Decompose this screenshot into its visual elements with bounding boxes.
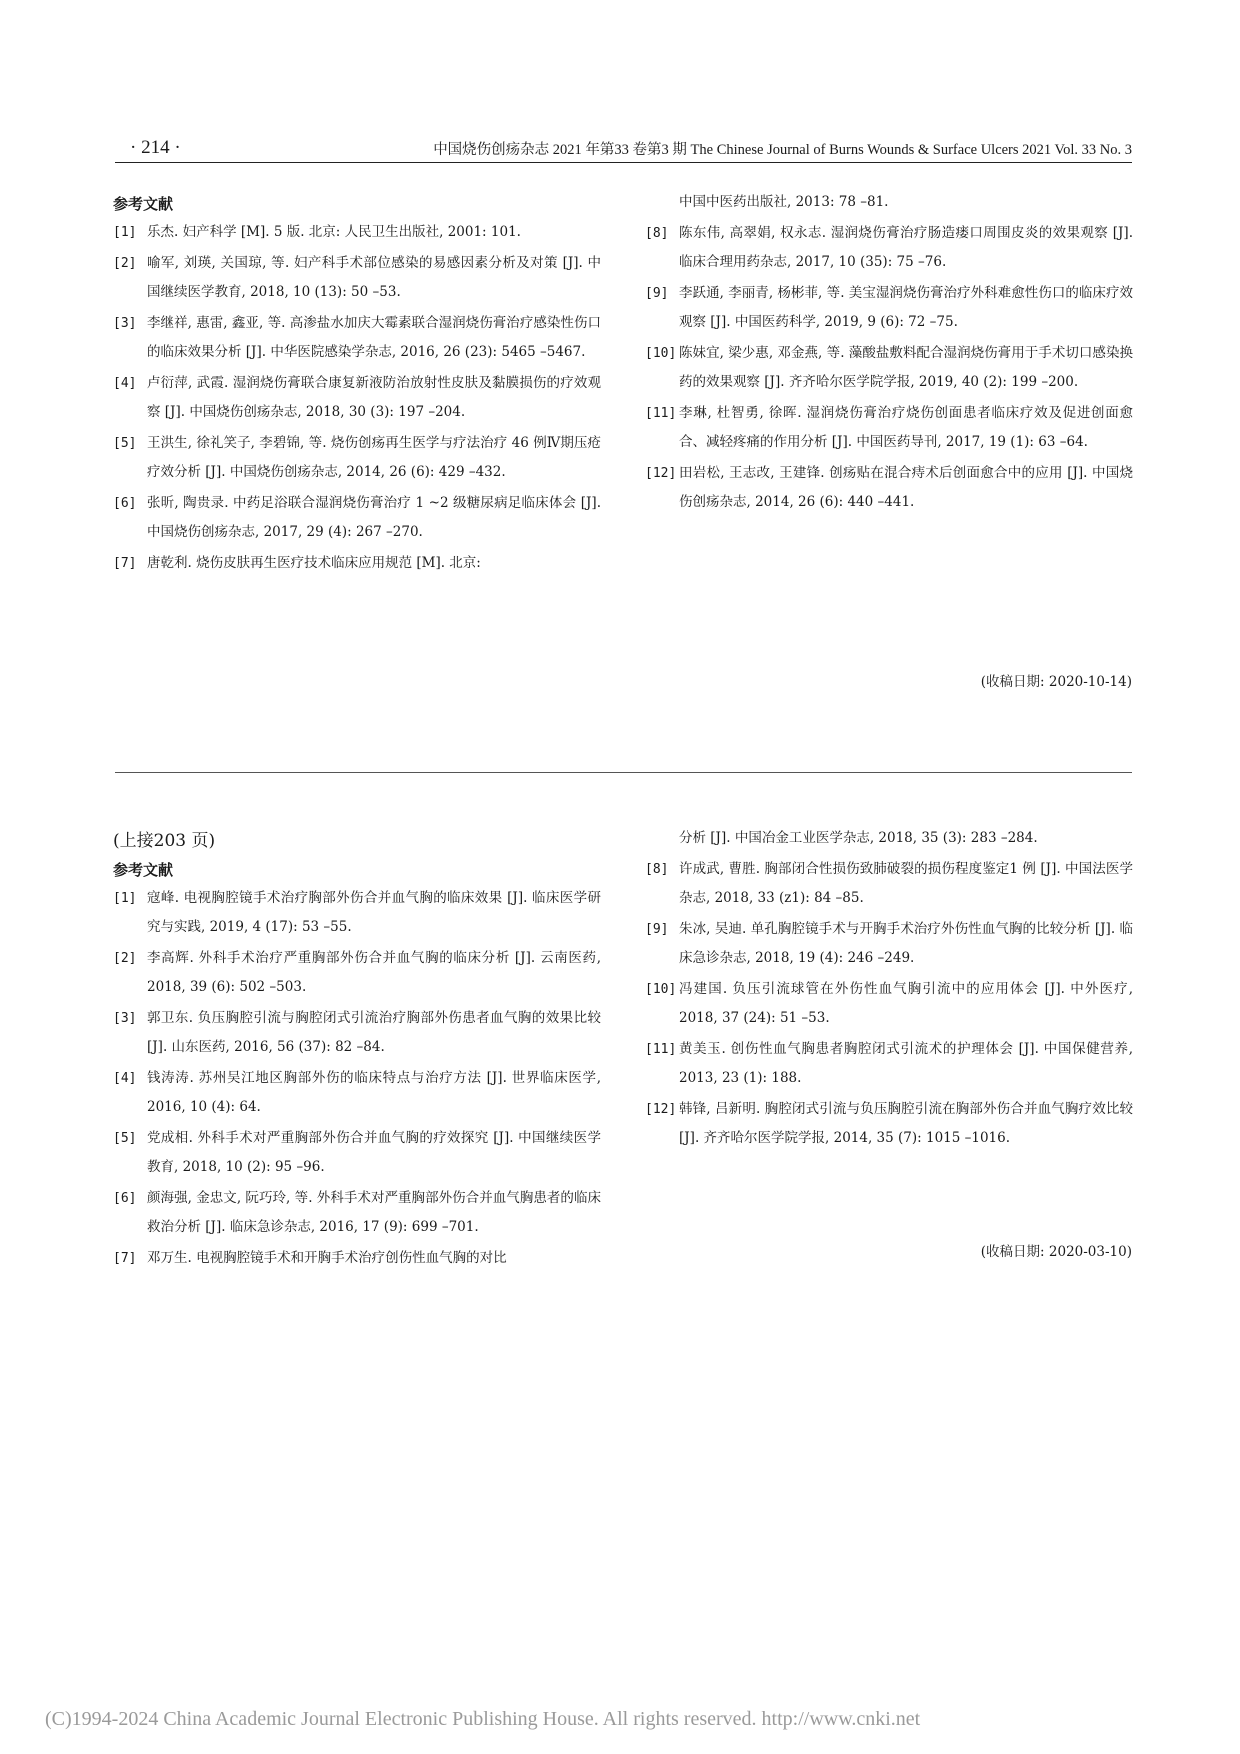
reference-text: 韩锋, 吕新明. 胸腔闭式引流与负压胸腔引流在胸部外伤合并血气胸疗效比较 [J]. 齐齐哈尔医学院学报, 2014, 35 (7): 1015 –1016. bbox=[679, 1101, 1133, 1146]
section1-right-column bbox=[645, 188, 1133, 519]
copyright-footer: (C)1994-2024 China Academic Journal Electronic Publishing House. All rights reserved. http://www.cnki.net bbox=[45, 1708, 921, 1730]
reference-text: 李跃通, 李丽青, 杨彬菲, 等. 美宝湿润烧伤膏治疗外科难愈性伤口的临床疗效观察 [J]. 中国医药科学, 2019, 9 (6): 72 –75. bbox=[679, 285, 1133, 330]
reference-number: [2] bbox=[113, 951, 137, 966]
reference-item bbox=[113, 1244, 601, 1273]
reference-text: 朱冰, 吴迪. 单孔胸腔镜手术与开胸手术治疗外伤性血气胸的比较分析 [J]. 临床急诊杂志, 2018, 19 (4): 246 –249. bbox=[679, 921, 1133, 966]
reference-number: [7] bbox=[113, 556, 137, 571]
reference-text: 钱涛涛. 苏州吴江地区胸部外伤的临床特点与治疗方法 [J]. 世界临床医学, 2016, 10 (4): 64. bbox=[147, 1070, 601, 1115]
reference-number: [3] bbox=[113, 1011, 137, 1026]
reference-text: 卢衍萍, 武霞. 湿润烧伤膏联合康复新液防治放射性皮肤及黏膜损伤的疗效观察 [J]. 中国烧伤创疡杂志, 2018, 30 (3): 197 –204. bbox=[147, 375, 601, 420]
reference-text: 喻军, 刘瑛, 关国琼, 等. 妇产科手术部位感染的易感因素分析及对策 [J]. 中国继续医学教育, 2018, 10 (13): 50 –53. bbox=[147, 255, 601, 300]
reference-item bbox=[113, 218, 601, 247]
reference-number: [9] bbox=[645, 286, 669, 301]
reference-number: [6] bbox=[113, 496, 137, 511]
reference-item bbox=[113, 884, 601, 942]
reference-text: 李继祥, 惠雷, 鑫亚, 等. 高渗盐水加庆大霉素联合湿润烧伤膏治疗感染性伤口的临床效果分析 [J]. 中华医院感染学杂志, 2016, 26 (23): 5465 –5467. bbox=[147, 315, 601, 360]
reference-continuation: 分析 [J]. 中国冶金工业医学杂志, 2018, 35 (3): 283 –284. bbox=[679, 830, 1038, 846]
section-divider bbox=[115, 772, 1132, 773]
reference-item bbox=[113, 944, 601, 1002]
reference-text: 唐乾利. 烧伤皮肤再生医疗技术临床应用规范 [M]. 北京: bbox=[147, 555, 481, 571]
reference-number: [4] bbox=[113, 376, 137, 391]
page-header bbox=[115, 135, 1132, 163]
reference-text: 党成相. 外科手术对严重胸部外伤合并血气胸的疗效探究 [J]. 中国继续医学教育, 2018, 10 (2): 95 –96. bbox=[147, 1130, 601, 1175]
reference-item bbox=[645, 219, 1133, 277]
reference-text: 王洪生, 徐礼笑子, 李碧锦, 等. 烧伤创疡再生医学与疗法治疗 46 例Ⅳ期压疮疗效分析 [J]. 中国烧伤创疡杂志, 2014, 26 (6): 429 –432. bbox=[147, 435, 601, 480]
reference-number: [2] bbox=[113, 256, 137, 271]
reference-number: [12] bbox=[645, 466, 677, 481]
reference-number: [8] bbox=[645, 226, 669, 241]
page-number: · 214 · bbox=[130, 137, 181, 158]
reference-text: 黄美玉. 创伤性血气胸患者胸腔闭式引流术的护理体会 [J]. 中国保健营养, 2013, 23 (1): 188. bbox=[679, 1041, 1133, 1086]
reference-number: [11] bbox=[645, 406, 677, 421]
reference-text: 郭卫东. 负压胸腔引流与胸腔闭式引流治疗胸部外伤患者血气胸的效果比较 [J]. 山东医药, 2016, 56 (37): 82 –84. bbox=[147, 1010, 601, 1055]
reference-item bbox=[645, 399, 1133, 457]
reference-number: [5] bbox=[113, 436, 137, 451]
reference-number: [4] bbox=[113, 1071, 137, 1086]
reference-text: 颜海强, 金忠文, 阮巧玲, 等. 外科手术对严重胸部外伤合并血气胸患者的临床救治分析 [J]. 临床急诊杂志, 2016, 17 (9): 699 –701. bbox=[147, 1190, 601, 1235]
reference-number: [7] bbox=[113, 1251, 137, 1266]
reference-item bbox=[645, 855, 1133, 913]
reference-number: [9] bbox=[645, 922, 669, 937]
reference-item bbox=[645, 1035, 1133, 1093]
reference-number: [10] bbox=[645, 346, 677, 361]
reference-number: [5] bbox=[113, 1131, 137, 1146]
reference-text: 邓万生. 电视胸腔镜手术和开胸手术治疗创伤性血气胸的对比 bbox=[147, 1250, 507, 1266]
reference-item bbox=[645, 459, 1133, 517]
reference-number: [1] bbox=[113, 225, 137, 240]
reference-item bbox=[113, 369, 601, 427]
section2-left-column bbox=[113, 826, 601, 1275]
reference-item bbox=[645, 1095, 1133, 1153]
reference-text: 田岩松, 王志改, 王建锋. 创疡贴在混合痔术后创面愈合中的应用 [J]. 中国烧伤创疡杂志, 2014, 26 (6): 440 –441. bbox=[679, 465, 1133, 510]
reference-text: 乐杰. 妇产科学 [M]. 5 版. 北京: 人民卫生出版社, 2001: 101. bbox=[147, 224, 521, 240]
reference-item bbox=[645, 915, 1133, 973]
reference-item bbox=[113, 1004, 601, 1062]
reference-text: 许成武, 曹胜. 胸部闭合性损伤致肺破裂的损伤程度鉴定1 例 [J]. 中国法医学杂志, 2018, 33 (z1): 84 –85. bbox=[679, 861, 1133, 906]
reference-item bbox=[113, 1124, 601, 1182]
reference-number: [10] bbox=[645, 982, 677, 997]
reference-text: 张昕, 陶贵录. 中药足浴联合湿润烧伤膏治疗 1 ~2 级糖尿病足临床体会 [J]. 中国烧伤创疡杂志, 2017, 29 (4): 267 –270. bbox=[147, 495, 601, 540]
reference-number: [12] bbox=[645, 1102, 677, 1117]
reference-number: [11] bbox=[645, 1042, 677, 1057]
reference-continuation: 中国中医药出版社, 2013: 78 –81. bbox=[679, 194, 889, 210]
reference-number: [8] bbox=[645, 862, 669, 877]
references-heading: 参考文献 bbox=[113, 861, 174, 879]
reference-item bbox=[113, 549, 601, 578]
reference-item bbox=[113, 429, 601, 487]
section1-left-column bbox=[113, 190, 601, 580]
reference-item bbox=[113, 249, 601, 307]
reference-item bbox=[645, 339, 1133, 397]
continued-from-note: (上接203 页) bbox=[113, 831, 216, 851]
journal-running-title: 中国烧伤创疡杂志 2021 年第33 卷第3 期 The Chinese Journal of Burns Wounds & Surface Ulcers 2021 Vol. 33 No. 3 bbox=[433, 142, 1132, 158]
reference-item bbox=[113, 309, 601, 367]
reference-text: 陈妹宜, 梁少惠, 邓金燕, 等. 藻酸盐敷料配合湿润烧伤膏用于手术切口感染换药的效果观察 [J]. 齐齐哈尔医学院学报, 2019, 40 (2): 199 –200. bbox=[679, 345, 1133, 390]
reference-text: 陈东伟, 高翠娟, 权永志. 湿润烧伤膏治疗肠造瘘口周围皮炎的效果观察 [J]. 临床合理用药杂志, 2017, 10 (35): 75 –76. bbox=[679, 225, 1133, 270]
reference-text: 李高辉. 外科手术治疗严重胸部外伤合并血气胸的临床分析 [J]. 云南医药, 2018, 39 (6): 502 –503. bbox=[147, 950, 601, 995]
section2-right-column bbox=[645, 824, 1133, 1155]
reference-item bbox=[113, 1064, 601, 1122]
reference-item bbox=[645, 279, 1133, 337]
reference-item bbox=[113, 1184, 601, 1242]
reference-text: 冯建国. 负压引流球管在外伤性血气胸引流中的应用体会 [J]. 中外医疗, 2018, 37 (24): 51 –53. bbox=[679, 981, 1133, 1026]
reference-number: [1] bbox=[113, 891, 137, 906]
reference-number: [6] bbox=[113, 1191, 137, 1206]
reference-item bbox=[645, 975, 1133, 1033]
received-date: (收稿日期: 2020-10-14) bbox=[980, 674, 1132, 690]
received-date: (收稿日期: 2020-03-10) bbox=[980, 1244, 1132, 1260]
reference-text: 李琳, 杜智勇, 徐晖. 湿润烧伤膏治疗烧伤创面患者临床疗效及促进创面愈合、减轻疼痛的作用分析 [J]. 中国医药导刊, 2017, 19 (1): 63 –64. bbox=[679, 405, 1133, 450]
reference-item bbox=[113, 489, 601, 547]
reference-number: [3] bbox=[113, 316, 137, 331]
reference-text: 寇峰. 电视胸腔镜手术治疗胸部外伤合并血气胸的临床效果 [J]. 临床医学研究与实践, 2019, 4 (17): 53 –55. bbox=[147, 890, 601, 935]
references-heading: 参考文献 bbox=[113, 195, 174, 213]
